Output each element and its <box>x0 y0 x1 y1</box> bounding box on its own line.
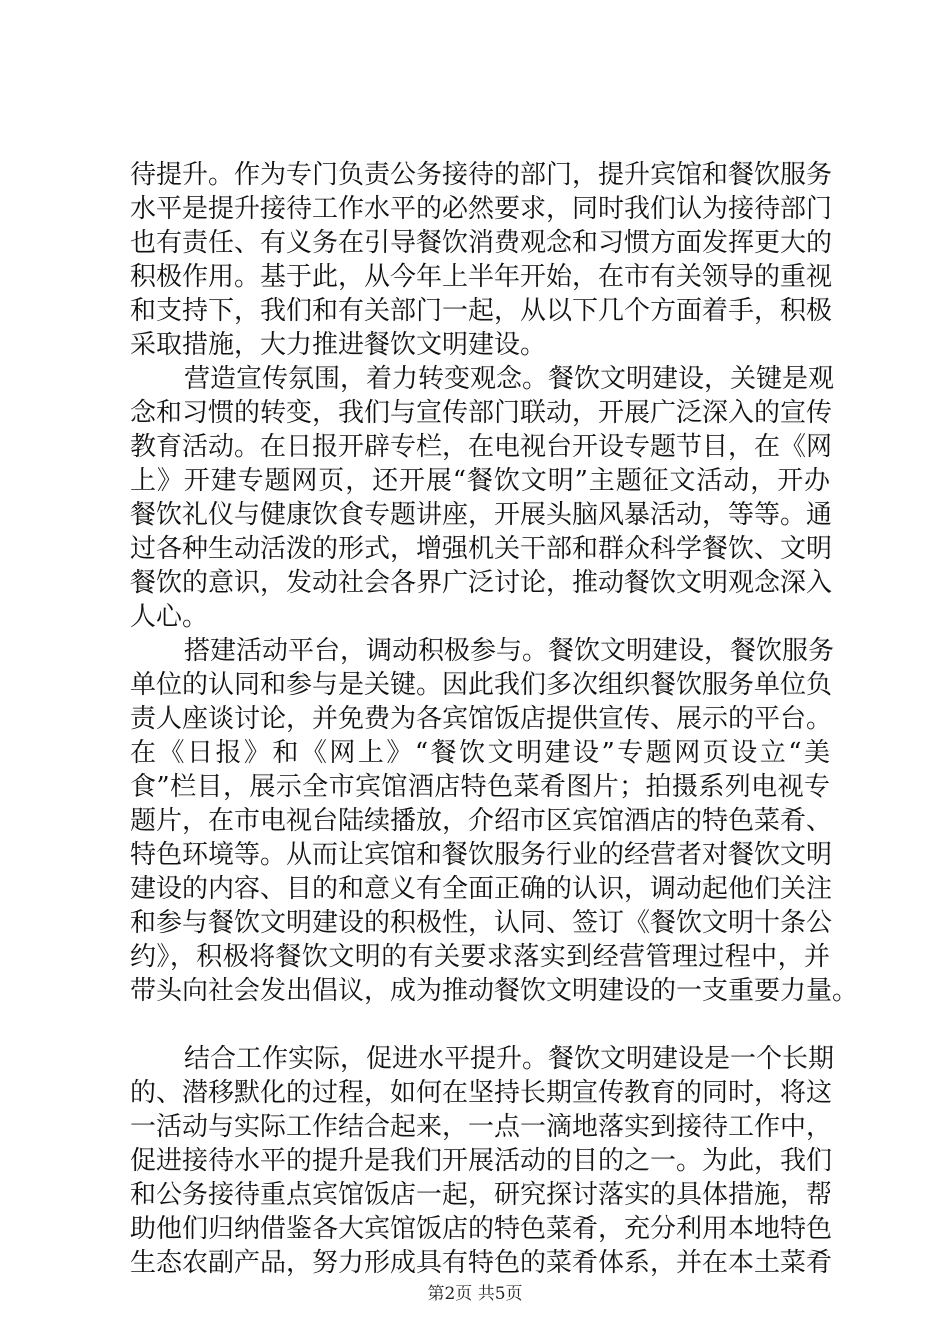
text-line: 结合工作实际，促进水平提升。餐饮文明建设是一个长期 <box>184 1044 835 1074</box>
text-line: 念和习惯的转变，我们与宣传部门联动，开展广泛深入的宣传 <box>130 398 833 428</box>
text-line: 待提升。作为专门负责公务接待的部门，提升宾馆和餐饮服务 <box>130 160 833 190</box>
text-line: 餐饮礼仪与健康饮食专题讲座，开展头脑风暴活动，等等。通 <box>130 500 833 530</box>
text-line: 责人座谈讨论，并免费为各宾馆饭店提供宣传、展示的平台。 <box>130 704 833 734</box>
text-line: 特色环境等。从而让宾馆和餐饮服务行业的经营者对餐饮文明 <box>130 840 833 870</box>
text-line: 建设的内容、目的和意义有全面正确的认识，调动起他们关注 <box>130 874 833 904</box>
text-line: 搭建活动平台，调动积极参与。餐饮文明建设，餐饮服务 <box>184 636 835 666</box>
paragraph-2 <box>130 362 835 634</box>
text-line: 和支持下，我们和有关部门一起，从以下几个方面着手，积极 <box>130 296 833 326</box>
text-line: 带头向社会发出倡议，成为推动餐饮文明建设的一支重要力量。 <box>130 976 859 1006</box>
paragraph-spacer <box>130 1008 830 1042</box>
paragraph-4 <box>130 1042 835 1280</box>
text-line: 单位的认同和参与是关键。因此我们多次组织餐饮服务单位负 <box>130 670 833 700</box>
paragraph-1 <box>130 158 833 362</box>
text-line: 在《日报》和《网上》“餐饮文明建设”专题网页设立“美 <box>130 738 830 768</box>
text-line: 教育活动。在日报开辟专栏，在电视台开设专题节目，在《网 <box>130 432 833 462</box>
text-line: 促进接待水平的提升是我们开展活动的目的之一。为此，我们 <box>130 1146 833 1176</box>
text-line: 人心。 <box>130 602 209 632</box>
text-line: 生态农副产品，努力形成具有特色的菜肴体系，并在本土菜肴 <box>130 1248 833 1278</box>
text-line: 题片，在市电视台陆续播放，介绍市区宾馆酒店的特色菜肴、 <box>130 806 833 836</box>
text-line: 食”栏目，展示全市宾馆酒店特色菜肴图片；拍摄系列电视专 <box>130 772 830 802</box>
text-line: 上》开建专题网页，还开展“餐饮文明”主题征文活动，开办 <box>130 466 830 496</box>
text-line: 营造宣传氛围，着力转变观念。餐饮文明建设，关键是观 <box>184 364 835 394</box>
text-line: 助他们归纳借鉴各大宾馆饭店的特色菜肴，充分利用本地特色 <box>130 1214 833 1244</box>
text-line: 的、潜移默化的过程，如何在坚持长期宣传教育的同时，将这 <box>130 1078 833 1108</box>
text-line: 一活动与实际工作结合起来，一点一滴地落实到接待工作中， <box>130 1112 833 1142</box>
paragraph-3 <box>130 634 859 1008</box>
text-line: 餐饮的意识，发动社会各界广泛讨论，推动餐饮文明观念深入 <box>130 568 833 598</box>
text-line: 水平是提升接待工作水平的必然要求，同时我们认为接待部门 <box>130 194 833 224</box>
text-line: 过各种生动活泼的形式，增强机关干部和群众科学餐饮、文明 <box>130 534 833 564</box>
text-line: 也有责任、有义务在引导餐饮消费观念和习惯方面发挥更大的 <box>130 228 833 258</box>
page-number-label: 第2页 共5页 <box>427 1284 523 1304</box>
text-line: 约》，积极将餐饮文明的有关要求落实到经营管理过程中，并 <box>130 942 830 972</box>
text-line: 和参与餐饮文明建设的积极性，认同、签订《餐饮文明十条公 <box>130 908 833 938</box>
text-line: 积极作用。基于此，从今年上半年开始，在市有关领导的重视 <box>130 262 833 292</box>
document-body <box>130 158 859 1280</box>
text-line: 和公务接待重点宾馆饭店一起，研究探讨落实的具体措施，帮 <box>130 1180 833 1210</box>
page-footer <box>0 1283 950 1305</box>
text-line: 采取措施，大力推进餐饮文明建设。 <box>130 330 547 360</box>
